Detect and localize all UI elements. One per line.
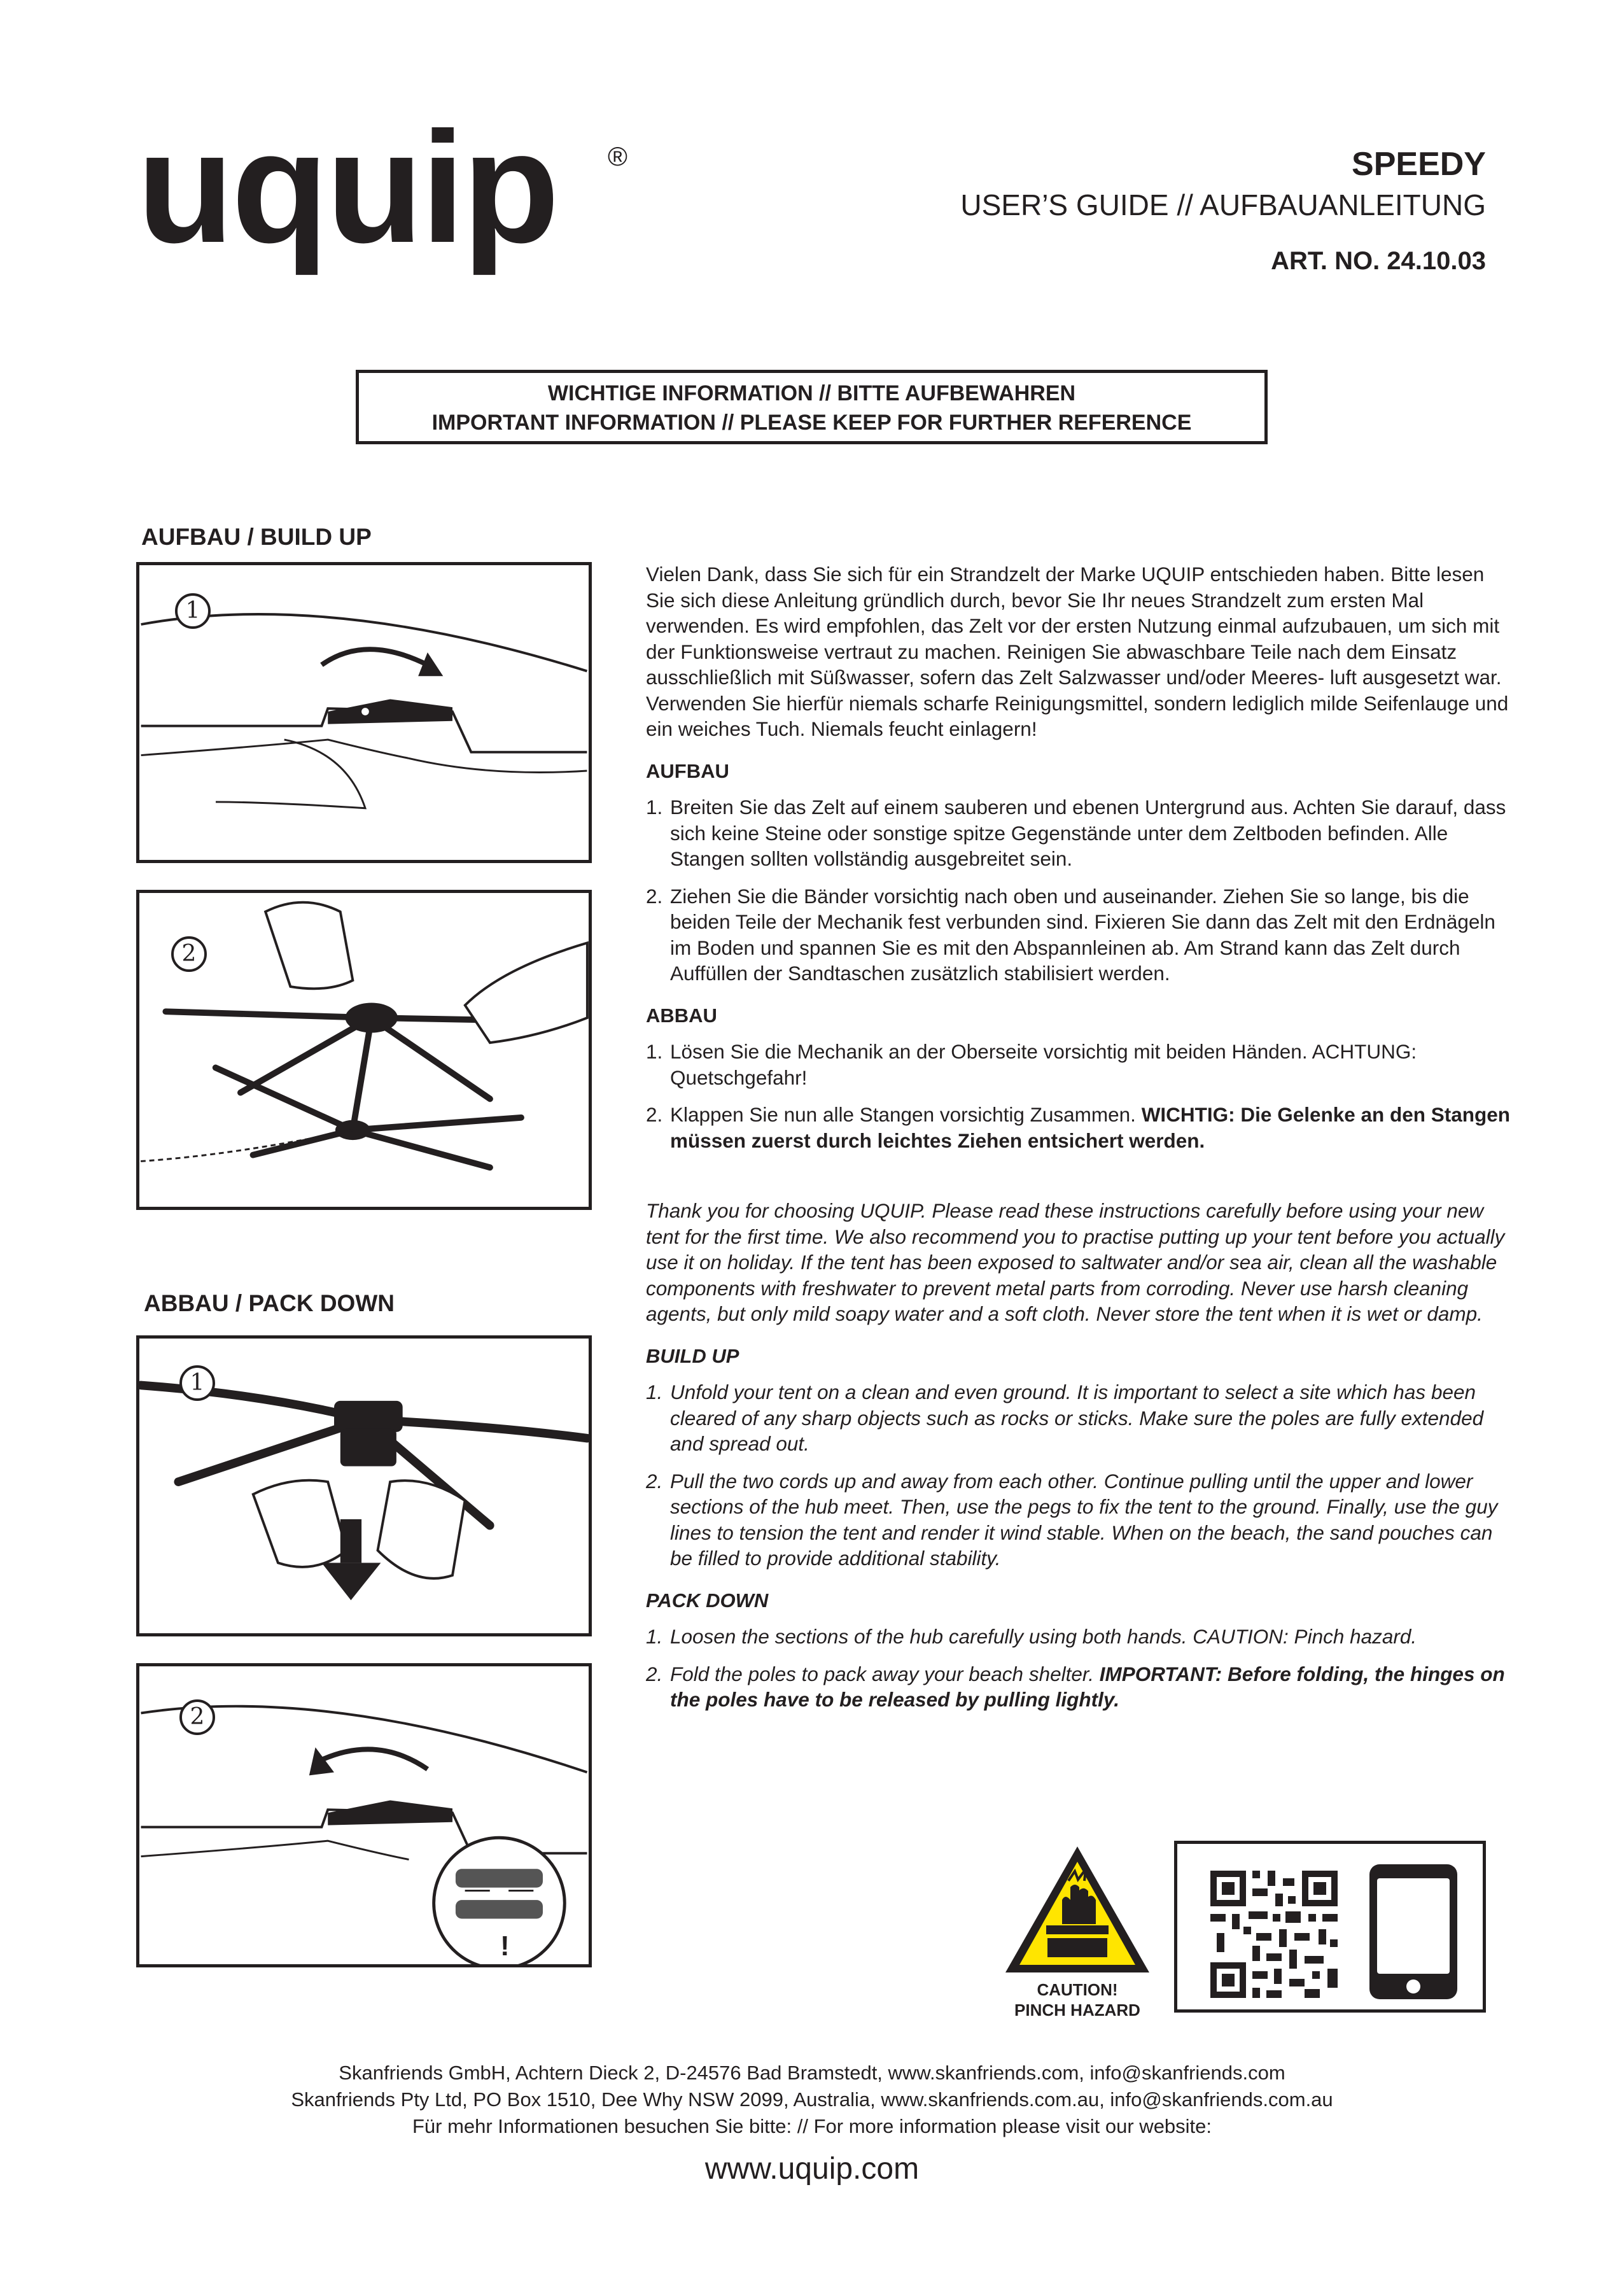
german-abbau-heading: ABBAU [646,1004,717,1027]
caution-line-1: CAUTION! [1037,1980,1118,1999]
footer-address-germany: Skanfriends GmbH, Achtern Dieck 2, D-24576 Bad Bramstedt, www.skanfriends.com, info@skanfriends.com [339,2062,1285,2084]
qr-code-icon [1210,1871,1338,1998]
registered-mark: ® [608,141,627,171]
notice-line-english: IMPORTANT INFORMATION // PLEASE KEEP FOR FURTHER REFERENCE [431,411,1192,435]
list-number: 2. [646,1103,663,1126]
warning-mark: ! [500,1930,510,1962]
caution-line-2: PINCH HAZARD [1014,2000,1140,2020]
list-number: 1. [646,1381,663,1403]
list-number: 1. [646,796,663,819]
list-text: Ziehen Sie die Bänder vorsichtig nach oben und auseinander. Ziehen Sie so lange, bis die beiden Teile der Mechanik fest verbunden sind. Fixieren Sie dann das Zelt mit den Erdnägeln im Boden und spannen Sie es mit den Abspannleinen ab. Am Strand kann das Zelt durch Auffüllen der Sandtaschen zusätzlich stabilisiert werden. [670,884,1495,985]
list-text [670,1102,1511,1153]
list-item [646,883,1511,987]
caution-label [993,1979,1162,2020]
list-text-plain: Klappen Sie nun alle Stangen vorsichtig Zusammen. [670,1103,1136,1126]
english-build-up-heading: BUILD UP [646,1344,739,1367]
list-text-bold: WICHTIG: Die Gelenke an den Stangen müssen zuerst durch leichtes Ziehen entsichert werden. [670,1103,1511,1152]
pinch-hazard-warning-icon [1002,1843,1153,1976]
list-text: Loosen the sections of the hub carefully using both hands. CAUTION: Pinch hazard. [670,1625,1417,1648]
list-number: 2. [646,1662,663,1685]
article-number: ART. NO. 24.10.03 [1271,247,1486,275]
important-notice-box [356,370,1268,444]
step-1-badge: 1 [175,593,211,629]
list-item [646,1102,1511,1153]
build-up-heading: AUFBAU / BUILD UP [141,524,372,550]
list-item [646,794,1511,872]
notice-line-german: WICHTIGE INFORMATION // BITTE AUFBEWAHREN [547,381,1076,405]
smartphone-icon [1369,1864,1457,1999]
website-link[interactable]: www.uquip.com [704,2152,920,2186]
list-item [646,1468,1511,1571]
instructions-text [646,561,1511,1724]
figure-pack-down-step-1 [136,1335,592,1636]
list-number: 1. [646,1625,663,1648]
english-intro: Thank you for choosing UQUIP. Please read these instructions carefully before using your new tent for the first time. We also recommend you to practise putting up your tent before you actually use it on holiday. If the tent has been exposed to saltwater and/or sea air, clean all the washable components with freshwater to prevent metal parts from corroding. Never use harsh cleaning agents, but only mild soapy water and a soft cloth. Never store the tent when it is wet or damp. [646,1199,1505,1325]
pack-down-heading: ABBAU / PACK DOWN [144,1290,395,1316]
list-number: 2. [646,884,663,908]
list-text: Pull the two cords up and away from each other. Continue pulling until the upper and lower sections of the hub meet. Then, use the pegs to fix the tent to the ground. Finally, use the guy lines to tension the tent and render it wind stable. When on the beach, the sand pouches can be filled to provide additional stability. [670,1469,1498,1570]
hub-assembly-hands-illustration [139,893,589,1207]
list-text: Lösen Sie die Mechanik an der Oberseite vorsichtig mit beiden Händen. ACHTUNG: Quetschgefahr! [670,1040,1417,1089]
list-item [646,1039,1511,1090]
footer [0,2060,1624,2140]
list-item [646,1661,1511,1713]
step-2-badge: 2 [171,936,207,972]
product-name: SPEEDY [1352,146,1486,183]
list-text [670,1661,1511,1713]
german-intro: Vielen Dank, dass Sie sich für ein Strandzelt der Marke UQUIP entschieden haben. Bitte lesen Sie sich diese Anleitung gründlich durch, bevor Sie Ihr neues Strandzelt zum ersten Mal verwenden. Es wird empfohlen, das Zelt vor der ersten Nutzung einmal aufzubauen, um sich mit der Funktionsweise vertraut zu machen. Reinigen Sie abwaschbare Teile nach dem Einsatz ausschließlich mit Süßwasser, sofern das Zelt Salzwasser und/oder Meeres- luft ausgesetzt war. Verwenden Sie hierfür niemals scharfe Reinigungsmittel, sondern lediglich milde Seifenlauge und ein weiches Tuch. Niemals feucht einlagern! [646,563,1509,740]
list-text-bold: IMPORTANT: Before folding, the hinges on the poles have to be released by pulling lightly. [670,1662,1505,1711]
qr-code-box [1174,1841,1486,2013]
brand-logo-wordmark: uquip [137,127,557,276]
footer-address-australia: Skanfriends Pty Ltd, PO Box 1510, Dee Why NSW 2099, Australia, www.skanfriends.com.au, info@skanfriends.com.au [291,2088,1333,2111]
english-pack-down-heading: PACK DOWN [646,1589,769,1612]
figure-build-up-step-2 [136,890,592,1210]
footer-more-info: Für mehr Informationen besuchen Sie bitte: // For more information please visit our website: [412,2115,1212,2137]
list-text-plain: Fold the poles to pack away your beach shelter. [670,1662,1094,1685]
brand-logo [137,127,646,293]
list-number: 1. [646,1040,663,1063]
list-item [646,1379,1511,1457]
step-1-badge: 1 [179,1365,215,1401]
figure-build-up-step-1 [136,562,592,863]
step-2-badge: 2 [179,1699,215,1735]
list-item [646,1624,1511,1650]
figure-pack-down-step-2 [136,1663,592,1967]
list-text: Unfold your tent on a clean and even ground. It is important to select a site which has been cleared of any sharp objects such as rocks or sticks. Make sure the poles are fully extended and spread out. [670,1381,1484,1455]
german-aufbau-heading: AUFBAU [646,759,729,782]
list-text: Breiten Sie das Zelt auf einem sauberen und ebenen Untergrund aus. Achten Sie darauf, dass sich keine Steine oder sonstige spitze Gegenstände unter dem Zeltboden befinden. Alle Stangen sollten vollständig ausgebreitet sein. [670,796,1506,870]
guide-title: USER’S GUIDE // AUFBAUANLEITUNG [960,188,1486,221]
list-number: 2. [646,1469,663,1493]
